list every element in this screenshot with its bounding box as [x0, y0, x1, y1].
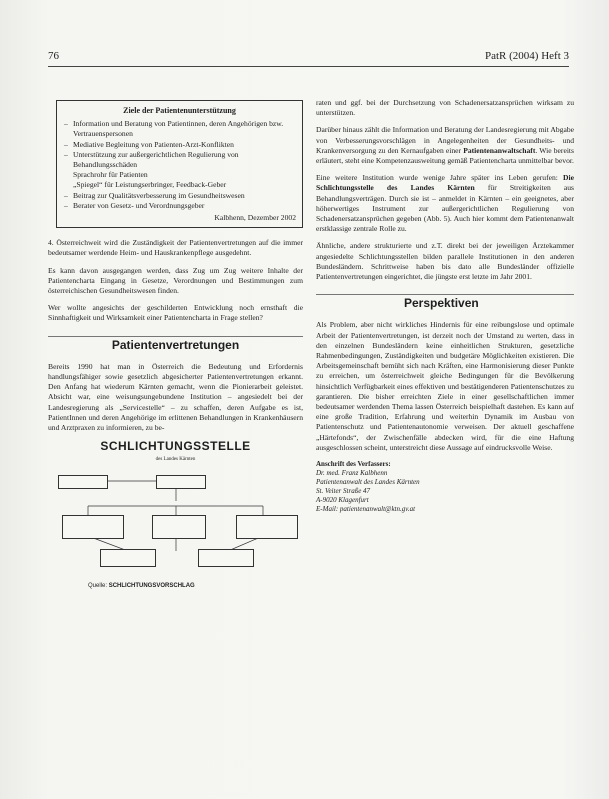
figure-title: SCHLICHTUNGSSTELLE [100, 439, 251, 454]
goal-item: „Spiegel“ für Leistungserbringer, Feedback-Geber [73, 180, 227, 190]
goal-item: – Unterstützung zur außergerichtlichen Regulierung von Behandlungsschäden [73, 150, 296, 170]
page-number: 76 [48, 50, 59, 62]
schlichtungsstelle-figure [48, 441, 303, 591]
paragraph-text: für Streitigkeiten aus Behandlungsverträgen. Durch sie ist – anmeldet in Kärnten – ein geeignetes, aber höherwertiges Instrument zur außergerichtlichen Regulierung von Schadenersatzansprüchen gegeben (Abb. 5). Auch hier kommt dem Patientenanwalt erstklassige zentrale Rolle zu. [316, 183, 574, 234]
paragraph-text: Darüber hinaus zählt die Information und Beratung der Landesregierung mit Abgabe von Verbesserungsvorschlägen in Angelegenheiten der Gesundheits- und Krankenversorgung zu den Kernaufgaben einer [316, 125, 574, 155]
diagram-node [58, 475, 108, 489]
paragraph-text: Eine weitere Institution wurde wenige Jahre später ins Leben gerufen: [316, 173, 564, 183]
goal-item: – Beitrag zur Qualitätsverbesserung im Gesundheitswesen [73, 191, 296, 201]
paragraph: Bereits 1990 hat man in Österreich die Bedeutung und Erfordernis handlungsfähiger sowie gesetzlich abgesicherter Patientenvertretungen erkannt. Den Anfang hat wiederum Kärnten gemacht, wenn die Pionierarbeit geleistet. Absicht war, eine weisungsungebundene Institution – angesiedelt bei der Landesregierung als „Servicestelle“ – zu schaffen, deren Aufgabe es ist, PatientInnen und deren Angehörige im erlittenen Behandlungen in Krankenhäusern und Arztpraxen zu informieren, zu be- [48, 361, 303, 433]
goal-item: Sprachrohr für Patienten [73, 170, 148, 180]
goal-item: – Information und Beratung von Patientinnen, deren Angehörigen bzw. Vertrauenspersonen [73, 119, 296, 139]
paragraph: Es kann davon ausgegangen werden, dass Zug um Zug weitere Inhalte der Patientencharta Eingang in Gesetze, Verordnungen und Bestimmungen zum österreichischen Gesundheitswesen finden. [48, 265, 303, 296]
paragraph: Ähnliche, andere strukturierte und z.T. direkt bei der jeweiligen Ärztekammer angesiedelte Schlichtungsstellen bilden parallele Institutionen in den anderen Bundesländern. Schrittweise haben bis dato alle Bundesländer offizielle Patientenvertretungen eingerichtet, die jüngste erst letzte im Jahr 2001. [316, 241, 574, 282]
diagram-node [236, 515, 298, 539]
header-rule [48, 66, 569, 67]
address-line: A-9020 Klagenfurt [316, 496, 369, 505]
diagram-node [156, 475, 206, 489]
address-line: Patientenanwalt des Landes Kärnten [316, 478, 420, 487]
paragraph [316, 125, 574, 166]
goals-box [56, 100, 303, 228]
goal-item: – Mediative Begleitung von Patienten-Arzt-Konflikten [73, 140, 296, 150]
goals-box-title: Ziele der Patientenunterstützung [123, 106, 236, 115]
caption-text: SCHLICHTUNGSVORSCHLAG [108, 583, 195, 590]
figure-caption [88, 581, 195, 591]
address-line: Dr. med. Franz Kalbhenn [316, 469, 388, 478]
paragraph [316, 173, 574, 234]
caption-label: Quelle: [88, 583, 108, 590]
paragraph: raten und ggf. bei der Durchsetzung von Schadenersatzansprüchen wirksam zu unterstützen. [316, 98, 574, 118]
diagram-node [62, 515, 124, 539]
diagram-node [100, 549, 156, 567]
left-column [48, 100, 303, 591]
diagram-node [198, 549, 254, 567]
paragraph-text: . Wie bereits erläutert, steht eine Kompetenzausweitung gemäß Patientencharta unmittelbar bevor. [316, 145, 574, 166]
paragraph: Als Problem, aber nicht wirkliches Hindernis für eine reibungslose und optimale Arbeit der Patientenvertretungen, ist derzeit noch der Umstand zu werten, dass in den einzelnen Bundesländern keine einheitlichen Strukturen, gesetzliche Rahmenbedingungen, Zuständigkeiten und budgetäre Möglichkeiten existieren. Die Arbeitsgemeinschaft bemüht sich nach Kräften, eine Harmonisierung dieser Punkte zu erreichen, um österreichweit gleiche Bedingungen für die Bevölkerung hinsichtlich Verfügbarkeit eines effektiven und bestätigenderen Patientenschutzes zu garantieren. Die bisher erreichten Ziele in einer gesellschaftlichen immer bedeutsamer werdenden Thema lassen Österreich beispielhaft dastehen. Es kann auf eine große Tradition, Erfahrung und weiterhin Dynamik im Ausbau von Patientenschutz und Patientenautonomie verweisen. Der aktuell geschaffene „Härtefonds“, der Zwischenfälle abdecken wird, für die eine Haftung ausgeschlossen scheint, unterstreicht diese Aussage auf eindrucksvolle Weise. [316, 320, 574, 452]
box-signature: Kalbhenn, Dezember 2002 [214, 213, 296, 223]
right-column [316, 98, 574, 514]
goal-item: – Berater von Gesetz- und Verordnungsgeber [73, 201, 296, 211]
paragraph: Wer wollte angesichts der geschilderten Entwicklung noch ernsthaft die Sinnhaftigkeit und Wirksamkeit einer Patientencharta in Frage stellen? [48, 303, 303, 323]
address-title: Anschrift des Verfassers: [316, 460, 391, 469]
diagram-node [152, 515, 206, 539]
section-heading-patientenvertretungen: Patientenvertretungen [48, 336, 303, 350]
address-line: St. Veiter Straße 47 [316, 487, 371, 496]
emphasis-text: Die Schlichtungsstelle des Landes Kärnten [316, 173, 574, 193]
address-line: E-Mail: patientenanwalt@ktn.gv.at [316, 505, 416, 514]
author-address [316, 460, 574, 514]
figure-subtitle: des Landes Kärnten [155, 457, 196, 463]
emphasis-text: Patientenanwaltschaft [463, 145, 536, 155]
goals-list [63, 119, 296, 211]
journal-header: PatR (2004) Heft 3 [484, 50, 569, 62]
section-heading-perspektiven: Perspektiven [316, 294, 574, 308]
paragraph: 4. Österreichweit wird die Zuständigkeit der Patientenvertretungen auf die immer bedeutsamer werdende Heim- und Hauskrankenpflege ausgedehnt. [48, 238, 303, 258]
